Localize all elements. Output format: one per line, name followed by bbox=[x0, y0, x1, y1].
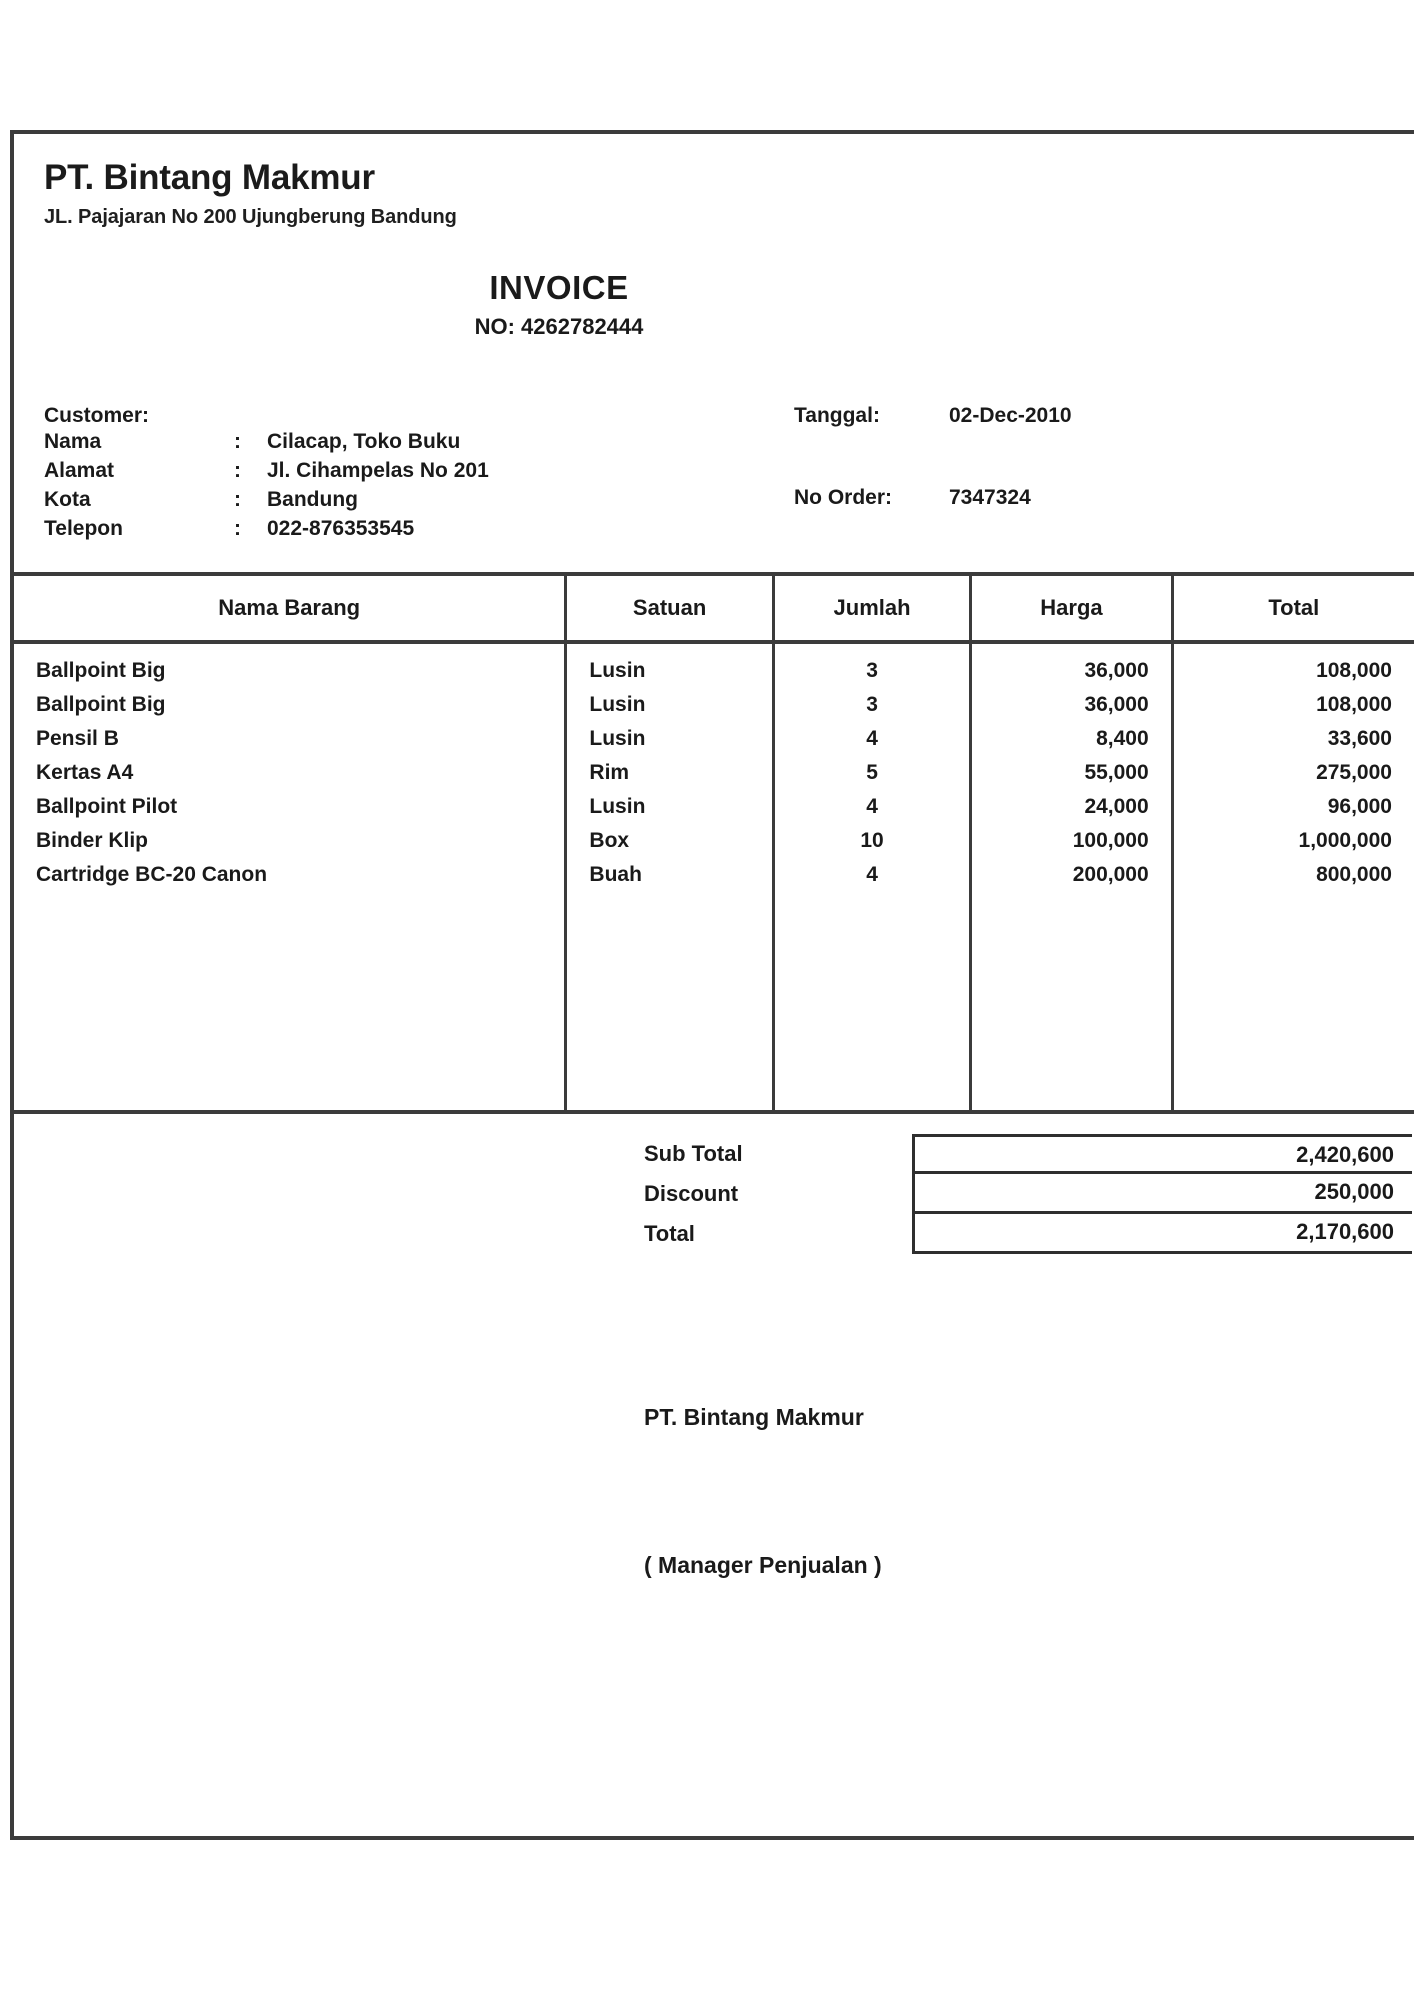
company-address: JL. Pajajaran No 200 Ujungberung Bandung bbox=[44, 206, 457, 228]
totals-row-discount bbox=[622, 1174, 1412, 1214]
table-cell-satuan: Rim bbox=[589, 761, 630, 784]
table-cell-harga: 200,000 bbox=[1072, 863, 1149, 886]
customer-value-nama: Cilacap, Toko Buku bbox=[267, 430, 461, 453]
table-cell-harga: 36,000 bbox=[1084, 659, 1149, 682]
table-row: Binder Klip bbox=[36, 829, 149, 852]
colon-separator: : bbox=[234, 517, 241, 540]
column-total bbox=[1171, 644, 1414, 1110]
table-cell-harga: 8,400 bbox=[1096, 727, 1149, 750]
customer-row-kota bbox=[44, 488, 489, 517]
column-header-nama-barang: Nama Barang bbox=[218, 595, 361, 620]
customer-label-nama: Nama bbox=[44, 430, 102, 453]
items-table-header bbox=[14, 576, 1414, 640]
table-cell-satuan: Lusin bbox=[589, 727, 646, 750]
column-harga bbox=[969, 644, 1170, 1110]
grand-total-label: Total bbox=[644, 1221, 695, 1246]
invoice-number: NO: 4262782444 bbox=[474, 314, 644, 339]
table-cell-total: 33,600 bbox=[1327, 727, 1392, 750]
table-cell-jumlah: 5 bbox=[866, 761, 878, 784]
customer-label-alamat: Alamat bbox=[44, 459, 115, 482]
column-header-jumlah: Jumlah bbox=[772, 576, 969, 640]
table-cell-total: 108,000 bbox=[1316, 659, 1392, 682]
table-cell-total: 800,000 bbox=[1316, 863, 1392, 886]
table-cell-total: 275,000 bbox=[1316, 761, 1392, 784]
totals-row-total bbox=[622, 1214, 1412, 1254]
table-cell-satuan: Buah bbox=[589, 863, 642, 886]
subtotal-label: Sub Total bbox=[644, 1141, 743, 1166]
customer-heading: Customer: bbox=[44, 404, 150, 427]
customer-row-nama bbox=[44, 430, 489, 459]
order-value: 7347324 bbox=[949, 486, 1031, 509]
column-nama-barang bbox=[14, 644, 564, 1110]
colon-separator: : bbox=[234, 459, 241, 482]
table-cell-jumlah: 3 bbox=[866, 659, 878, 682]
table-row: Cartridge BC-20 Canon bbox=[36, 863, 268, 886]
table-cell-jumlah: 10 bbox=[860, 829, 884, 852]
totals-block bbox=[622, 1134, 1412, 1254]
table-row: Ballpoint Big bbox=[36, 659, 166, 682]
company-name: PT. Bintang Makmur bbox=[44, 158, 375, 197]
table-cell-jumlah: 4 bbox=[866, 863, 878, 886]
customer-block bbox=[44, 404, 489, 546]
table-cell-harga: 36,000 bbox=[1084, 693, 1149, 716]
colon-separator: : bbox=[234, 430, 241, 453]
table-cell-satuan: Lusin bbox=[589, 693, 646, 716]
table-row: Ballpoint Pilot bbox=[36, 795, 178, 818]
grand-total-value: 2,170,600 bbox=[912, 1214, 1412, 1254]
column-satuan bbox=[564, 644, 771, 1110]
table-cell-total: 96,000 bbox=[1327, 795, 1392, 818]
date-label: Tanggal: bbox=[794, 404, 880, 427]
table-cell-jumlah: 3 bbox=[866, 693, 878, 716]
table-cell-harga: 55,000 bbox=[1084, 761, 1149, 784]
column-header-satuan: Satuan bbox=[564, 576, 771, 640]
table-cell-harga: 24,000 bbox=[1084, 795, 1149, 818]
discount-label: Discount bbox=[644, 1181, 739, 1206]
discount-value: 250,000 bbox=[912, 1174, 1412, 1214]
table-cell-harga: 100,000 bbox=[1072, 829, 1149, 852]
customer-row-alamat bbox=[44, 459, 489, 488]
subtotal-value: 2,420,600 bbox=[912, 1134, 1412, 1174]
table-row: Kertas A4 bbox=[36, 761, 134, 784]
invoice-meta-block bbox=[794, 404, 1072, 510]
table-row: Pensil B bbox=[36, 727, 119, 750]
page-title: INVOICE bbox=[489, 269, 629, 306]
totals-and-signature-zone bbox=[14, 1114, 1414, 1806]
customer-label-telepon: Telepon bbox=[44, 517, 123, 540]
customer-value-telepon: 022-876353545 bbox=[267, 517, 415, 540]
signature-role: ( Manager Penjualan ) bbox=[644, 1552, 882, 1578]
customer-row-telepon bbox=[44, 517, 489, 546]
meta-row-order bbox=[794, 486, 1072, 510]
column-jumlah bbox=[772, 644, 969, 1110]
column-header-harga: Harga bbox=[969, 576, 1170, 640]
table-cell-satuan: Lusin bbox=[589, 659, 646, 682]
signature-company-name: PT. Bintang Makmur bbox=[644, 1404, 864, 1430]
customer-value-alamat: Jl. Cihampelas No 201 bbox=[267, 459, 489, 482]
customer-value-kota: Bandung bbox=[267, 488, 358, 511]
table-cell-jumlah: 4 bbox=[866, 795, 878, 818]
table-cell-jumlah: 4 bbox=[866, 727, 878, 750]
table-cell-satuan: Lusin bbox=[589, 795, 646, 818]
invoice-header bbox=[14, 134, 1414, 572]
customer-label-kota: Kota bbox=[44, 488, 91, 511]
column-header-total: Total bbox=[1171, 576, 1414, 640]
totals-row-subtotal bbox=[622, 1134, 1412, 1174]
invoice-document bbox=[10, 130, 1414, 1840]
meta-row-date bbox=[794, 404, 1072, 428]
order-label: No Order: bbox=[794, 486, 893, 509]
colon-separator: : bbox=[234, 488, 241, 511]
table-cell-total: 1,000,000 bbox=[1298, 829, 1392, 852]
items-table-body bbox=[14, 644, 1414, 1110]
date-value: 02-Dec-2010 bbox=[949, 404, 1072, 427]
table-cell-satuan: Box bbox=[589, 829, 630, 852]
table-row: Ballpoint Big bbox=[36, 693, 166, 716]
table-cell-total: 108,000 bbox=[1316, 693, 1392, 716]
